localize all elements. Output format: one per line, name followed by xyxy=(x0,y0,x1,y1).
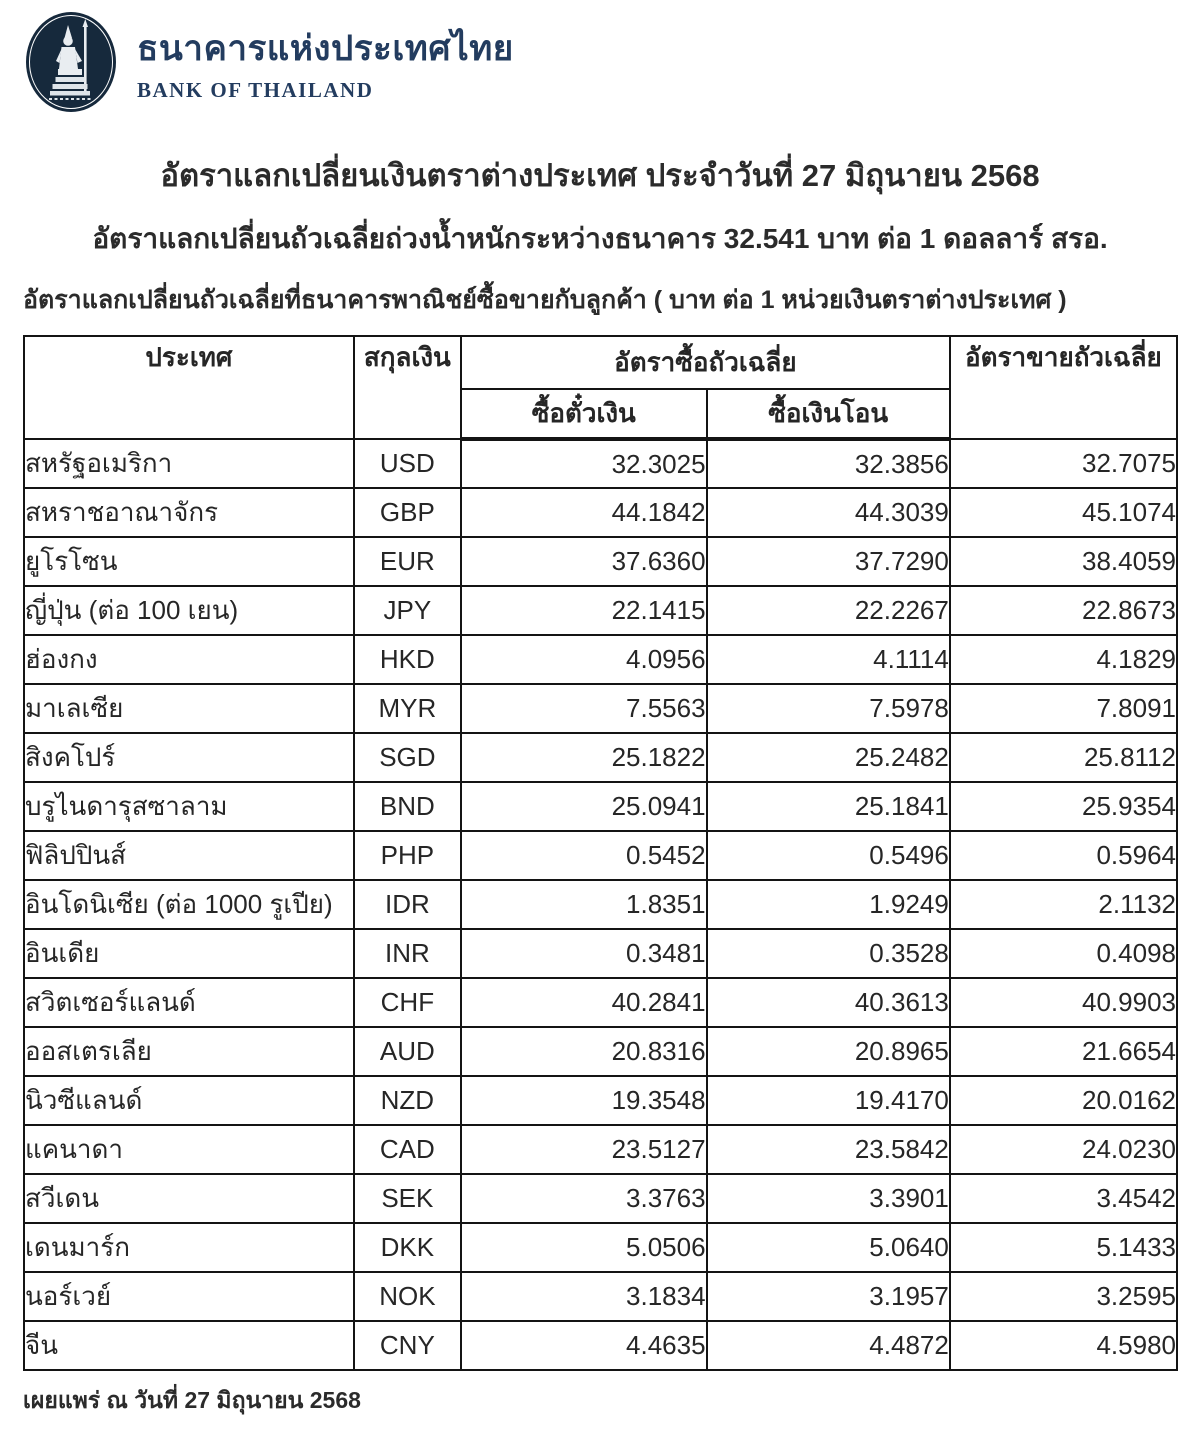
bank-header xyxy=(0,0,1200,116)
buying-sight-bill-cell: 19.3548 xyxy=(461,1076,707,1125)
currency-code-cell: NZD xyxy=(354,1076,461,1125)
bank-name-block xyxy=(137,21,514,103)
buying-transfer-cell: 20.8965 xyxy=(707,1027,950,1076)
buying-sight-bill-cell: 3.1834 xyxy=(461,1272,707,1321)
selling-rate-cell: 22.8673 xyxy=(950,586,1177,635)
table-row xyxy=(24,537,1177,586)
country-cell: นอร์เวย์ xyxy=(24,1272,354,1321)
selling-rate-cell: 40.9903 xyxy=(950,978,1177,1027)
selling-rate-cell: 25.8112 xyxy=(950,733,1177,782)
table-row xyxy=(24,1125,1177,1174)
buying-transfer-cell: 22.2267 xyxy=(707,586,950,635)
country-cell: ฮ่องกง xyxy=(24,635,354,684)
table-row xyxy=(24,929,1177,978)
buying-transfer-cell: 5.0640 xyxy=(707,1223,950,1272)
currency-code-cell: SEK xyxy=(354,1174,461,1223)
selling-rate-cell: 2.1132 xyxy=(950,880,1177,929)
country-cell: ญี่ปุ่น (ต่อ 100 เยน) xyxy=(24,586,354,635)
buying-sight-bill-cell: 32.3025 xyxy=(461,439,707,488)
selling-rate-cell: 3.2595 xyxy=(950,1272,1177,1321)
selling-rate-cell: 7.8091 xyxy=(950,684,1177,733)
country-cell: สวิตเซอร์แลนด์ xyxy=(24,978,354,1027)
table-row xyxy=(24,586,1177,635)
buying-sight-bill-cell: 7.5563 xyxy=(461,684,707,733)
table-row xyxy=(24,488,1177,537)
buying-sight-bill-cell: 25.0941 xyxy=(461,782,707,831)
table-row xyxy=(24,782,1177,831)
country-cell: ออสเตรเลีย xyxy=(24,1027,354,1076)
buying-sight-bill-cell: 25.1822 xyxy=(461,733,707,782)
buying-sight-bill-cell: 0.5452 xyxy=(461,831,707,880)
buying-sight-bill-cell: 22.1415 xyxy=(461,586,707,635)
publish-date-line: เผยแพร่ ณ วันที่ 27 มิถุนายน 2568 xyxy=(23,1387,361,1413)
buying-transfer-cell: 3.3901 xyxy=(707,1174,950,1223)
buying-sight-bill-cell: 4.0956 xyxy=(461,635,707,684)
table-row xyxy=(24,1272,1177,1321)
buying-transfer-cell: 4.4872 xyxy=(707,1321,950,1370)
column-header-selling: อัตราขายถัวเฉลี่ย xyxy=(950,336,1177,439)
buying-transfer-cell: 25.2482 xyxy=(707,733,950,782)
buying-transfer-cell: 0.3528 xyxy=(707,929,950,978)
table-row xyxy=(24,1321,1177,1370)
currency-code-cell: AUD xyxy=(354,1027,461,1076)
buying-sight-bill-cell: 1.8351 xyxy=(461,880,707,929)
selling-rate-cell: 32.7075 xyxy=(950,439,1177,488)
bank-name-english: BANK OF THAILAND xyxy=(137,78,374,102)
country-cell: นิวซีแลนด์ xyxy=(24,1076,354,1125)
selling-rate-cell: 5.1433 xyxy=(950,1223,1177,1272)
currency-code-cell: IDR xyxy=(354,880,461,929)
table-row xyxy=(24,978,1177,1027)
buying-transfer-cell: 19.4170 xyxy=(707,1076,950,1125)
currency-code-cell: DKK xyxy=(354,1223,461,1272)
country-cell: สวีเดน xyxy=(24,1174,354,1223)
currency-code-cell: GBP xyxy=(354,488,461,537)
currency-code-cell: BND xyxy=(354,782,461,831)
table-row xyxy=(24,1174,1177,1223)
currency-code-cell: CNY xyxy=(354,1321,461,1370)
currency-code-cell: EUR xyxy=(354,537,461,586)
buying-sight-bill-cell: 44.1842 xyxy=(461,488,707,537)
buying-sight-bill-cell: 5.0506 xyxy=(461,1223,707,1272)
currency-code-cell: NOK xyxy=(354,1272,461,1321)
buying-sight-bill-cell: 4.4635 xyxy=(461,1321,707,1370)
selling-rate-cell: 4.5980 xyxy=(950,1321,1177,1370)
table-row xyxy=(24,635,1177,684)
country-cell: บรูไนดารุสซาลาม xyxy=(24,782,354,831)
selling-rate-cell: 4.1829 xyxy=(950,635,1177,684)
selling-rate-cell: 0.5964 xyxy=(950,831,1177,880)
table-row xyxy=(24,439,1177,488)
currency-code-cell: CHF xyxy=(354,978,461,1027)
buying-transfer-cell: 32.3856 xyxy=(707,439,950,488)
table-row xyxy=(24,1223,1177,1272)
buying-transfer-cell: 23.5842 xyxy=(707,1125,950,1174)
selling-rate-cell: 21.6654 xyxy=(950,1027,1177,1076)
country-cell: จีน xyxy=(24,1321,354,1370)
country-cell: สหราชอาณาจักร xyxy=(24,488,354,537)
buying-sight-bill-cell: 20.8316 xyxy=(461,1027,707,1076)
country-cell: เดนมาร์ก xyxy=(24,1223,354,1272)
currency-code-cell: USD xyxy=(354,439,461,488)
buying-sight-bill-cell: 40.2841 xyxy=(461,978,707,1027)
exchange-rate-table xyxy=(23,335,1178,1371)
page-title: อัตราแลกเปลี่ยนเงินตราต่างประเทศ ประจำวันที่ 27 มิถุนายน 2568 xyxy=(160,158,1040,193)
selling-rate-cell: 0.4098 xyxy=(950,929,1177,978)
currency-code-cell: INR xyxy=(354,929,461,978)
buying-transfer-cell: 40.3613 xyxy=(707,978,950,1027)
country-cell: มาเลเซีย xyxy=(24,684,354,733)
buying-transfer-cell: 0.5496 xyxy=(707,831,950,880)
table-row xyxy=(24,880,1177,929)
selling-rate-cell: 3.4542 xyxy=(950,1174,1177,1223)
buying-sight-bill-cell: 0.3481 xyxy=(461,929,707,978)
country-cell: อินเดีย xyxy=(24,929,354,978)
selling-rate-cell: 24.0230 xyxy=(950,1125,1177,1174)
currency-code-cell: SGD xyxy=(354,733,461,782)
column-header-currency: สกุลเงิน xyxy=(354,336,461,439)
country-cell: สหรัฐอเมริกา xyxy=(24,439,354,488)
table-header-row-1 xyxy=(24,336,1177,389)
selling-rate-cell: 20.0162 xyxy=(950,1076,1177,1125)
column-header-buying-sight-bill: ซื้อตั๋วเงิน xyxy=(461,389,707,439)
table-caption-line: อัตราแลกเปลี่ยนถัวเฉลี่ยที่ธนาคารพาณิชย์ซื้อขายกับลูกค้า ( บาท ต่อ 1 หน่วยเงินตราต่างประเทศ ) xyxy=(23,286,1067,314)
buying-transfer-cell: 4.1114 xyxy=(707,635,950,684)
buying-sight-bill-cell: 37.6360 xyxy=(461,537,707,586)
column-header-buying-transfer: ซื้อเงินโอน xyxy=(707,389,950,439)
buying-transfer-cell: 25.1841 xyxy=(707,782,950,831)
buying-transfer-cell: 37.7290 xyxy=(707,537,950,586)
country-cell: ฟิลิปปินส์ xyxy=(24,831,354,880)
currency-code-cell: CAD xyxy=(354,1125,461,1174)
country-cell: แคนาดา xyxy=(24,1125,354,1174)
buying-transfer-cell: 3.1957 xyxy=(707,1272,950,1321)
buying-transfer-cell: 7.5978 xyxy=(707,684,950,733)
buying-transfer-cell: 1.9249 xyxy=(707,880,950,929)
buying-transfer-cell: 44.3039 xyxy=(707,488,950,537)
column-header-buying-group: อัตราซื้อถัวเฉลี่ย xyxy=(461,336,950,389)
selling-rate-cell: 38.4059 xyxy=(950,537,1177,586)
title-block xyxy=(0,150,1200,320)
country-cell: สิงคโปร์ xyxy=(24,733,354,782)
country-cell: ยูโรโซน xyxy=(24,537,354,586)
table-row xyxy=(24,1076,1177,1125)
currency-code-cell: PHP xyxy=(354,831,461,880)
column-header-country: ประเทศ xyxy=(24,336,354,439)
table-body xyxy=(24,439,1177,1370)
table-row xyxy=(24,733,1177,782)
selling-rate-cell: 25.9354 xyxy=(950,782,1177,831)
currency-code-cell: JPY xyxy=(354,586,461,635)
selling-rate-cell: 45.1074 xyxy=(950,488,1177,537)
currency-code-cell: MYR xyxy=(354,684,461,733)
table-row xyxy=(24,1027,1177,1076)
table-row xyxy=(24,684,1177,733)
buying-sight-bill-cell: 23.5127 xyxy=(461,1125,707,1174)
weighted-average-line: อัตราแลกเปลี่ยนถัวเฉลี่ยถ่วงน้ำหนักระหว่างธนาคาร 32.541 บาท ต่อ 1 ดอลลาร์ สรอ. xyxy=(92,223,1108,254)
bank-name-thai: ธนาคารแห่งประเทศไทย xyxy=(137,29,514,68)
country-cell: อินโดนิเซีย (ต่อ 1000 รูเปีย) xyxy=(24,880,354,929)
buying-sight-bill-cell: 3.3763 xyxy=(461,1174,707,1223)
currency-code-cell: HKD xyxy=(354,635,461,684)
table-row xyxy=(24,831,1177,880)
bank-of-thailand-seal-icon xyxy=(25,11,117,113)
